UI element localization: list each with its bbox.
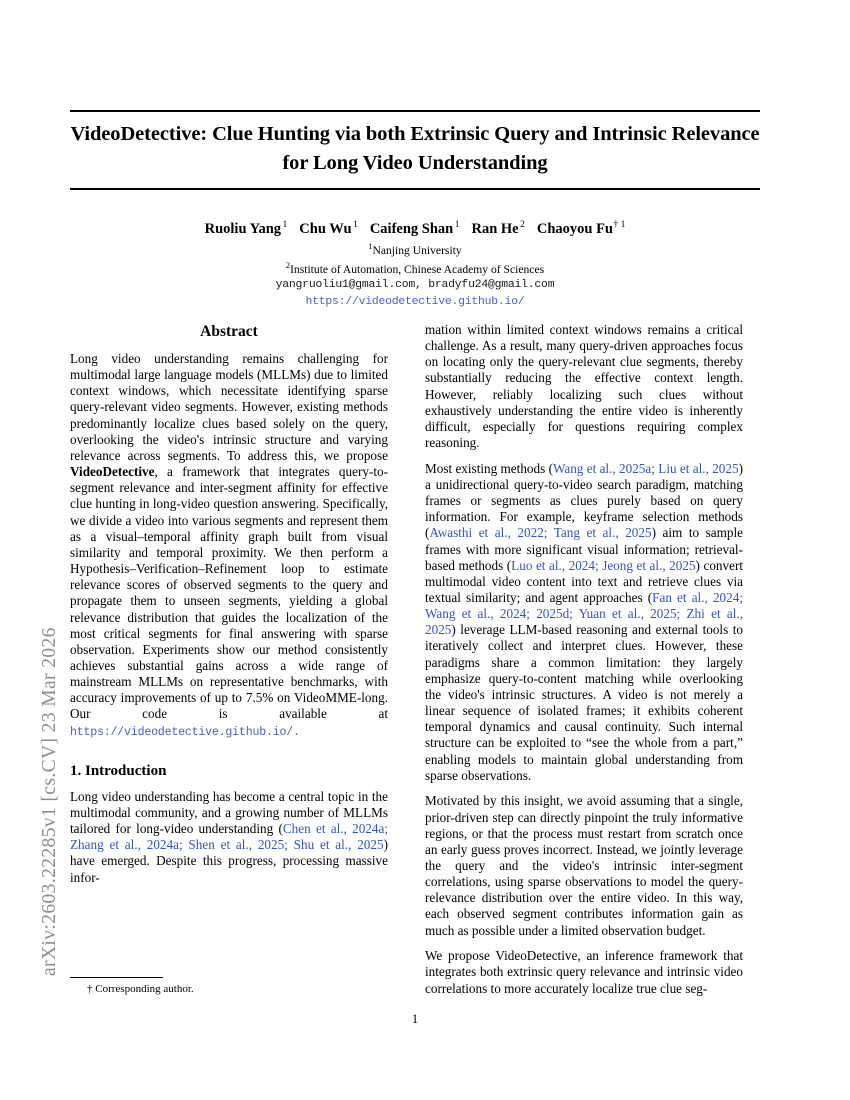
abstract-code-url[interactable]: https://videodetective.github.io/. (70, 725, 300, 739)
intro-paragraph-1 (70, 789, 388, 886)
paper-page (70, 0, 760, 1100)
affiliation-text: Nanjing University (372, 243, 462, 257)
intro-p1-text-a: Long video understanding has become a central topic in the multimodal community, and a growing number of MLLMs tailored for long-video understanding ( (70, 788, 388, 837)
citation-group[interactable]: Awasthi et al., 2022; Tang et al., 2025 (429, 525, 652, 541)
abstract-text-part1: Long video understanding remains challenging for multimodal large language models (MLLMs) due to limited context windows, which necessitate identifying sparse query-relevant video segments. However, existing methods predominantly localize clues based solely on the query, overlooking the video's intrinsic structure and varying relevance across segments. To address this, we propose (70, 351, 388, 463)
author-affiliation-marker: 1 (353, 220, 358, 230)
author-name: Chaoyou Fu (536, 220, 613, 237)
author-name: Ran He (471, 220, 519, 237)
intro-paragraph-2: mation within limited context windows remains a critical challenge. As a result, many query-driven approaches focus on locating only the query-relevant clue segments, thereby substantially reducing the effective context length. However, reliably localizing such clues without exhaustively understanding the entire video is inherently difficult, especially for questions requiring complex reasoning. (425, 322, 743, 451)
affiliation-marker: 1 (368, 241, 373, 251)
author-entry (537, 221, 626, 237)
intro-paragraph-4: Motivated by this insight, we avoid assuming that a single, prior-driven step can directly pinpoint the truly informative regions, or that the process must restart from scratch once an early guess proves incorrect. Instead, we jointly leverage the query and the video's intrinsic inter-segment correlations, using sparse observations to model the query-relevance distribution over the entire video. In this way, each observed segment contributes information gain as much as possible under a limited observation budget. (425, 793, 743, 938)
two-column-body (70, 322, 760, 996)
author-block (70, 216, 760, 311)
author-name: Chu Wu (299, 220, 352, 237)
citation-group[interactable]: Wang et al., 2025a; Liu et al., 2025 (552, 460, 739, 476)
footnote-block (70, 977, 388, 996)
affiliation-text: Institute of Automation, Chinese Academy of Sciences (290, 262, 545, 276)
arxiv-stamp-text: arXiv:2603.22285v1 [cs.CV] 23 Mar 2026 (39, 627, 60, 976)
affiliation-marker: 2 (285, 260, 291, 270)
author-names (70, 216, 760, 239)
abstract-bold-term: VideoDetective (70, 464, 155, 480)
author-entry (205, 221, 288, 237)
intro-p3-text-c: ) aim to sample frames with more significant visual information; retrieval-based methods ( (425, 525, 743, 573)
left-column (70, 322, 388, 992)
project-url-link[interactable]: https://videodetective.github.io/ (305, 295, 525, 308)
intro-paragraph-5: We propose VideoDetective, an inference framework that integrates both extrinsic query relevance and intrinsic video correlations to more accurately localize true clue seg- (425, 948, 743, 996)
intro-p3-text-a: Most existing methods ( (425, 460, 553, 476)
title-rule-bottom (70, 188, 760, 190)
title-block (70, 120, 760, 178)
intro-p3-text-e: ) leverage LLM-based reasoning and external tools to iteratively collect and interpret clues. However, these paradigms share a common limitation: they largely emphasize query-to-content matching while overlooking the video's intrinsic structures. A video is not merely a linear sequence of isolated frames; it exhibits coherent temporal dynamics and causal continuity. Such internal structure can be exploited to “see the whole from a part,” enabling models to maintain global understanding from sparse observations. (425, 622, 743, 783)
footnote-rule (70, 977, 163, 978)
right-column (425, 322, 744, 996)
citation-group[interactable]: Chen et al., 2024a; Zhang et al., 2024a; Shen et al., 2025; Shu et al., 2025 (70, 821, 388, 853)
abstract-paragraph (70, 351, 388, 741)
author-affiliation-marker: 2 (520, 220, 525, 230)
page-title: VideoDetective: Clue Hunting via both Extrinsic Query and Intrinsic Relevance for Long Video Understanding (70, 123, 760, 174)
abstract-text-part2: , a framework that integrates query-to-segment relevance and inter-segment affinity for effective clue hunting in long-video question answering. Specifically, we divide a video into various segments and represent them as a visual–temporal affinity graph built from visual similarity and temporal proximity. We then perform a Hypothesis–Verification–Refinement loop to estimate relevance scores of observed segments to the query and propagate them to unseen segments, yielding a global relevance distribution that guides the localization of the most critical segments for final answering with sparse observation. Experiments show our method consistently achieves substantial gains across a wide range of mainstream MLLMs on representative benchmarks, with accuracy improvements of up to 7.5% on VideoMME-long. Our code is available at (70, 464, 388, 722)
intro-paragraph-3 (425, 461, 743, 784)
author-entry (370, 221, 460, 237)
citation-group[interactable]: Fan et al., 2024; Wang et al., 2024; 2025d; Yuan et al., 2025; Zhi et al., 2025 (425, 590, 744, 638)
affiliation-2 (70, 258, 760, 277)
intro-p1-text-b: ) have emerged. Despite this progress, processing massive infor- (70, 837, 388, 885)
intro-p3-text-d: ) convert multimodal video content into text and retrieve clues via textual similarity; and agent approaches ( (425, 557, 744, 605)
author-affiliation-marker: 1 (454, 220, 460, 230)
citation-group[interactable]: Luo et al., 2024; Jeong et al., 2025 (511, 557, 696, 573)
abstract-heading: Abstract (200, 323, 258, 340)
arxiv-stamp (0, 0, 80, 1100)
author-entry (471, 221, 524, 237)
footnote-text: † Corresponding author. (87, 983, 194, 995)
intro-p3-text-b: ) a unidirectional query-to-video search paradigm, matching frames or segments as clues purely based on query information. For example, keyframe selection methods ( (425, 460, 743, 541)
section-heading-introduction: 1. Introduction (70, 762, 167, 779)
affiliation-1 (70, 239, 760, 258)
author-name: Caifeng Shan (369, 220, 454, 237)
author-emails: yangruoliu1@gmail.com, bradyfu24@gmail.com (275, 278, 555, 291)
author-affiliation-marker: 1 (282, 220, 288, 230)
author-affiliation-marker: † 1 (613, 220, 626, 230)
title-rule-top (70, 110, 760, 112)
author-name: Ruoliu Yang (204, 220, 282, 237)
page-number: 1 (411, 1012, 419, 1026)
author-entry (299, 221, 358, 237)
